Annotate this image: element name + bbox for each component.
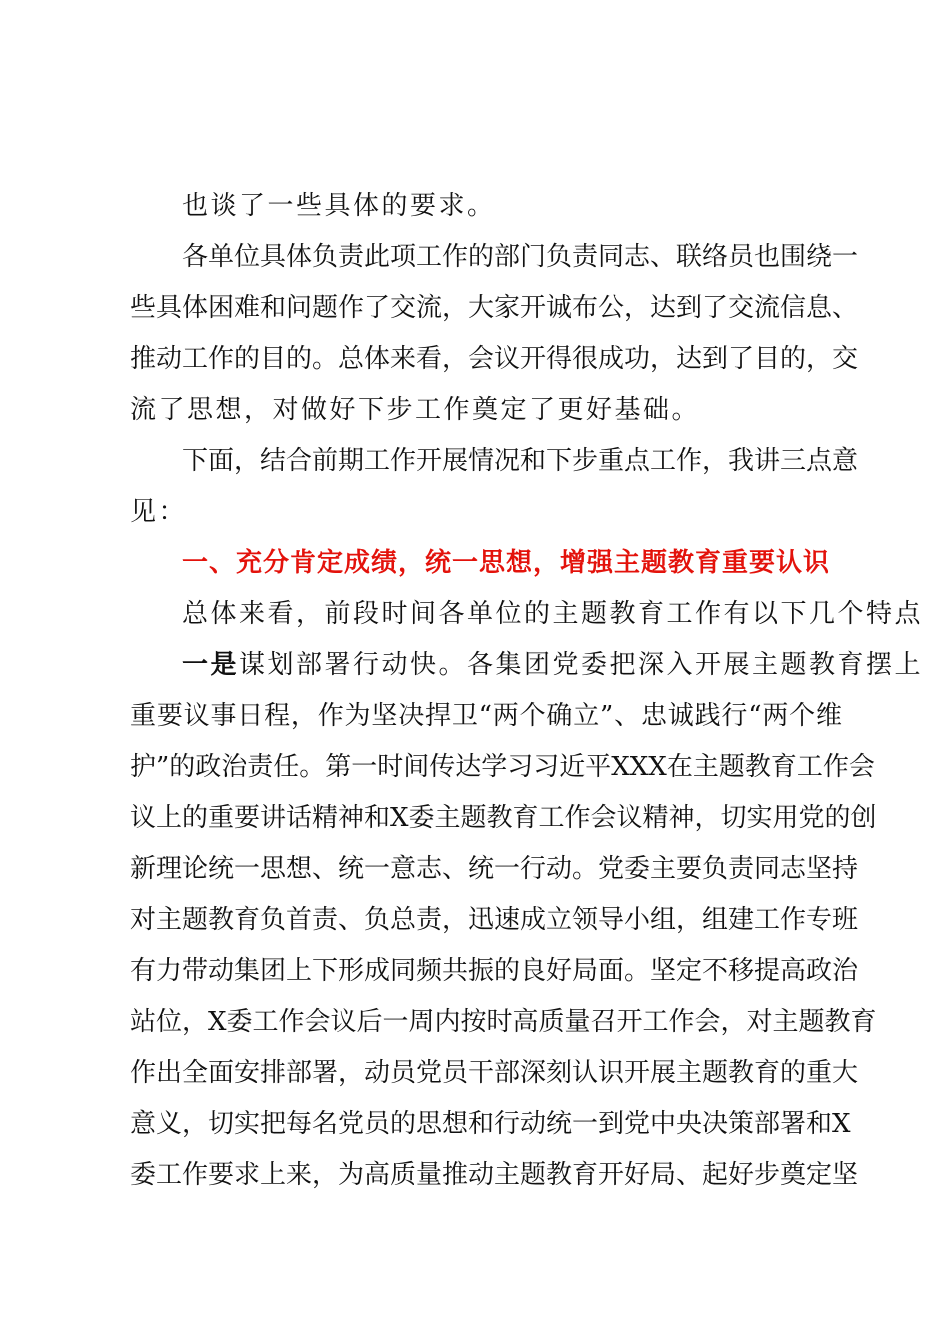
paragraph-5-line-11: 委工作要求上来，为高质量推动主题教育开好局、起好步奠定坚 (130, 1160, 859, 1190)
paragraph-1-line-1: 也谈了一些具体的要求。 (182, 191, 496, 221)
paragraph-5-line-1 (182, 645, 924, 685)
section-heading: 一、充分肯定成绩，统一思想，增强主题教育重要认识 (182, 548, 831, 578)
paragraph-5-line-8: 站位，X委工作会议后一周内按时高质量召开工作会，对主题教育 (130, 1007, 877, 1037)
paragraph-5-line-3: 护”的政治责任。第一时间传达学习习近平XXX在主题教育工作会 (130, 752, 875, 782)
paragraph-3-line-1: 下面，结合前期工作开展情况和下步重点工作，我讲三点意 (182, 446, 859, 476)
paragraph-5-line-2: 重要议事日程，作为坚决捍卫“两个确立”、忠诚践行“两个维 (130, 701, 842, 731)
paragraph-5-line-7: 有力带动集团上下形成同频共振的良好局面。坚定不移提高政治 (130, 956, 859, 986)
paragraph-5-lead: 一是 (182, 650, 240, 680)
paragraph-5-first-line-rest: 谋划部署行动快。各集团党委把深入开展主题教育摆上 (239, 650, 924, 680)
paragraph-5-line-10: 意义，切实把每名党员的思想和行动统一到党中央决策部署和X (130, 1109, 851, 1139)
paragraph-5-line-4: 议上的重要讲话精神和X委主题教育工作会议精神，切实用党的创 (130, 803, 877, 833)
paragraph-5-line-9: 作出全面安排部署，动员党员干部深刻认识开展主题教育的重大 (130, 1058, 859, 1088)
paragraph-5-line-6: 对主题教育负首责、负总责，迅速成立领导小组，组建工作专班 (130, 905, 859, 935)
paragraph-3-line-2: 见： (130, 497, 188, 527)
paragraph-2-line-4: 流了思想，对做好下步工作奠定了更好基础。 (130, 395, 701, 425)
paragraph-2-line-2: 些具体困难和问题作了交流，大家开诚布公，达到了交流信息、 (130, 293, 859, 323)
paragraph-5-line-5: 新理论统一思想、统一意志、统一行动。党委主要负责同志坚持 (130, 854, 859, 884)
paragraph-2-line-1: 各单位具体负责此项工作的部门负责同志、联络员也围绕一 (182, 242, 859, 272)
paragraph-4-line-1: 总体来看，前段时间各单位的主题教育工作有以下几个特点 (182, 599, 924, 629)
paragraph-2-line-3: 推动工作的目的。总体来看，会议开得很成功，达到了目的，交 (130, 344, 859, 374)
